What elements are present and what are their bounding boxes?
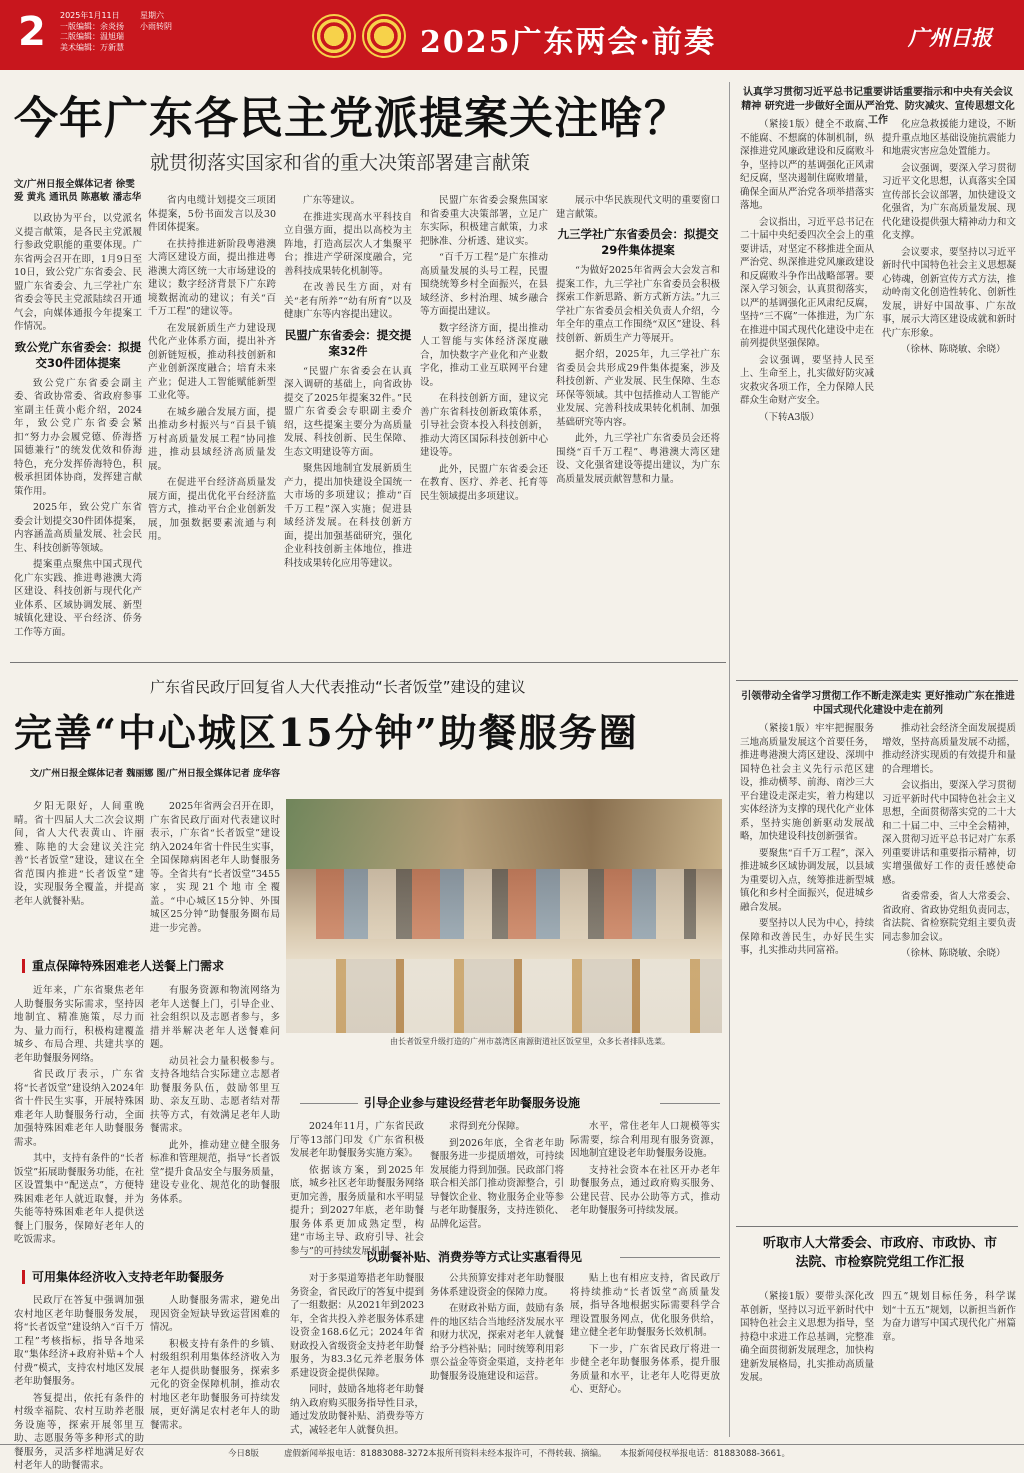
elder-canteen-photo [286,799,722,1033]
paragraph: （紧接1版）牢牢把握服务三地高质量发展这个首要任务，推进粤港澳大湾区建设、深圳中国特色社会主义先行示范区建设，推动横琴、前海、南沙三大平台建设走深走实，着力构建以实体经济为支撑的现代化产业体系，坚持实施创新驱动发展战略，加快建设科技创新强省。 [740,723,874,842]
article1-col5 [556,194,720,652]
section3-heading [22,1267,272,1287]
right-top-col2 [882,118,1016,673]
paragraph: 有服务资源和物流网络为老年人送餐上门，引导企业、社会组织以及志愿者参与，多措并举解决老年人送餐难问题。 [150,985,280,1050]
issue-meta [60,11,124,53]
section4-col1 [290,1272,424,1440]
article2-intro-col2 [150,800,280,960]
paragraph: 省委常委，省人大常委会、省政府、省政协党组负责同志，省法院、省检察院党组主要负责同志参加会议。 [882,891,1016,943]
footer-pages: 今日8版 [228,1449,259,1459]
paragraph: 2024年11月，广东省民政厅等13部门印发《广东省积极发展老年助餐服务实施方案》。 [290,1121,424,1159]
paragraph: 在促进平台经济高质量发展方面，提出优化平台经济监管方式，推动平台企业创新发展，加强数据要素流通与利用。 [148,477,276,542]
section-title: 2025广东两会·前奏 [420,25,716,60]
paragraph: 会议指出，习近平总书记在二十届中央纪委四次全会上的重要讲话，对坚定不移推进全面从严治党、纵深推进党风廉政建设和反腐败斗争作出战略部署。要深入学习领会，认真贯彻落实，以严的基调强化正风肃纪反腐，坚持“三不腐”一体推进，为广东在推进中国式现代化建设中走在前列提供坚强保障。 [740,216,874,349]
section1-col1 [14,984,144,1264]
footer-infringement-line: 本报新闻侵权举报电话：81883088-3661。 [620,1449,790,1459]
cppcc-emblem-icon [362,14,406,58]
paragraph: 以政协为平台，以党派名义提言献策，是各民主党派履行参政党职能的重要体现。广东省两会召开在即，1月9日至10日，致公党广东省委会、民盟广东省委会、九三学社广东省委会等民主党派陆续召开通气会，向媒体通报今年提案工作情况。 [14,213,142,332]
paragraph: （紧接1版）要带头深化改革创新，坚持以习近平新时代中国特色社会主义思想为指导，坚持稳中求进工作总基调，完整准确全面贯彻新发展理念，加快构建新发展格局，扎实推动高质量发展。 [740,1291,874,1383]
footer-copyright: 本报所刊资料未经本报许可，不得转载、摘编。 [428,1449,607,1459]
right-top-kicker: 认真学习贯彻习近平总书记重要讲话重要指示和中央有关会议精神 研究进一步做好全面从严治党、防灾减灾、宣传思想文化工作 [741,87,1015,126]
paragraph: 要坚持以人民为中心，持续保障和改善民生，办好民生实事，扎实推动共同富裕。 [740,918,874,956]
article2-intro-col1 [14,800,144,948]
paper-logo: 广州日报 [908,25,992,50]
editor-line-3: 美术编辑：万新慧 [60,42,124,52]
page-footer [0,1444,1024,1463]
section2-col1 [290,1120,424,1257]
paragraph: （徐林、陈晓敏、余晓） [901,948,1006,959]
divider [736,680,1018,681]
paragraph: 其中，支持有条件的“长者饭堂”拓展助餐服务功能，在社区设置集中“配送点”，方便特殊困难老年人就近取餐，并为失能等特殊困难老年人提供送餐上门服务，保障好老年人的吃饭需求。 [14,1153,144,1245]
section3-col2 [150,1294,280,1440]
article2-headline: 完善“中心城区15分钟”助餐服务圈 [14,710,639,755]
paragraph: 民盟广东省委会聚焦国家和省委重大决策部署，立足广东实际，积极建言献策，力求把脉准、分析透、建议实。 [420,195,548,247]
issue-date: 2025年1月11日 [60,11,120,20]
paragraph: 致公党广东省委会副主委、省政协常委、省政府参事室副主任黄小彪介绍，2024年，致公党广东省委会紧扣“努力办会履党德、侨海搭国德兼行”的统发优效和侨海特色，充分发挥侨海特色，积极承担团体协商，发挥建言献策作用。 [14,377,142,497]
article1-col1 [14,212,142,652]
paragraph: 人助餐服务需求，避免出现因资金短缺导致运营困难的情况。 [150,1295,280,1333]
paragraph: 在改善民生方面，对有关“老有所养”“幼有所育”以及健康广东等内容提出建议。 [284,282,412,320]
paragraph: 四五”规划目标任务，科学谋划“十五五”规划，以新担当新作为奋力谱写中国式现代化广州篇章。 [882,1291,1016,1343]
paragraph: 化应急救援能力建设，不断提升重点地区基础设施抗震能力和地震灾害应急处置能力。 [882,119,1016,157]
paragraph: 下一步，广东省民政厅将进一步健全老年助餐服务体系，提升服务质量和水平，让老年人吃得更放心、更舒心。 [570,1343,720,1395]
photo-caption: 由长者饭堂升级打造的广州市荔湾区南源街道社区饭堂里，众多长者排队选菜。 [390,1037,670,1046]
paragraph: “民盟广东省委会在认真深入调研的基础上，向省政协提交了2025年提案32件。”民盟广东省委会专职副主委介绍，这些提案主要分为高质量发展、科技创新、民生保障、生态文明建设等方面。 [284,365,412,458]
right-top-col1 [740,118,874,673]
paragraph: 夕阳无限好，人间重晚晴。省十四届人大二次会议期间，省人大代表黄山、许丽雅、陈艳的大会建议关注完善“长者饭堂”建设，建议在全省范围内推进“长者饭堂”建设，实现服务全覆盖，并提高老年人就餐补贴。 [14,801,144,907]
paragraph: （下转A3版） [759,411,820,423]
paragraph: 会议强调，要坚持人民至上、生命至上，扎实做好防灾减灾救灾各项工作，全力保障人民群众生命财产安全。 [740,354,874,406]
section3-title: 可用集体经济收入支持老年助餐服务 [32,1270,225,1284]
paragraph: 在财政补贴方面，鼓励有条件的地区结合当地经济发展水平和财力状况，探索对老年人就餐给予分档补贴；同时统筹利用彩票公益金等资金渠道，支持老年助餐服务设施建设和运营。 [430,1303,564,1382]
paragraph: 会议强调，要深入学习贯彻习近平文化思想，认真落实全国宣传部长会议部署，加快建设文化强省，为广东高质量发展、现代化建设提供强大精神动力和文化支撑。 [882,162,1016,241]
paragraph: 在推进实现高水平科技自立自强方面，提出以高校为主阵地，打造高层次人才集聚平台；推进产学研深度融合，完善科技成果转化机制等。 [284,211,412,277]
paragraph: 求得到充分保障。 [449,1121,526,1132]
article1-headline: 今年广东各民主党派提案关注啥？ [14,93,689,144]
section4-col3 [570,1272,720,1440]
article1-col3 [284,194,412,652]
paragraph: 公共预算安排对老年助餐服务体系建设资金的保障力度。 [430,1273,564,1298]
paragraph: 推动社会经济全面发展提质增效，坚持高质量发展不动摇，推动经济实现质的有效提升和量的合理增长。 [882,723,1016,775]
paragraph: 展示中华民族现代文明的重要窗口建言献策。 [556,195,720,220]
section4-title: 以助餐补贴、消费券等方式让实惠看得见 [366,1250,583,1264]
weather-text: 小雨转阴 [140,21,172,31]
footer-report-line: 虚假新闻举报电话：81883088-3272 [284,1449,429,1459]
paragraph: 广东等建议。 [303,195,361,206]
divider [10,662,726,663]
right-mid-col2 [882,722,1016,959]
right-bottom-col1 [740,1290,874,1438]
paragraph: 此外，推动建立健全服务标准和管理规范，指导“长者饭堂”提升食品安全与服务质量，建设专业化、规范化的助餐服务体系。 [150,1139,280,1205]
editor-line-2: 二版编辑：温旭瑞 [60,32,124,41]
paragraph: 动员社会力量积极参与。支持各地结合实际建立志愿者助餐服务队伍，鼓励邻里互助、亲友互助、志愿者结对帮扶等方式，有效满足老年人助餐需求。 [150,1055,280,1134]
article2-byline: 文/广州日报全媒体记者 魏丽娜 图/广州日报全媒体记者 庞华容 [30,769,280,779]
paragraph: 数字经济方面，提出推动人工智能与实体经济深度融合，加快数字产业化和产业数字化，推动工业互联网平台建设。 [420,322,548,388]
paragraph: 此外，九三学社广东省委员会还将围绕“百千万工程”、粤港澳大湾区建设、文化强省建设等提出建议，为广东高质量发展贡献智慧和力量。 [556,433,720,485]
article1-col2 [148,194,276,652]
paragraph: 在扶持推进新阶段粤港澳大湾区建设方面，提出推进粤港澳大湾区统一大市场建设的建议；数字经济背景下广东跨境数据流动的建议；有关“百千万工程”的建议等。 [148,238,276,317]
paragraph: “为做好2025年省两会大会发言和提案工作，九三学社广东省委员会积极探索工作新思路、新方式新方法。”九三学社广东省委员会相关负责人介绍，今年全年的重点工作围绕“双区”建设、科技创新、新质生产力等展开。 [556,265,720,344]
paragraph: 在发展新质生产力建设现代化产业体系方面，提出补齐创新链短板，推动科技创新和产业创新深度融合；培育未来产业；促进人工智能赋能新型工业化等。 [148,322,276,401]
paragraph: 聚焦因地制宜发展新质生产力，提出加快建设全国统一大市场的多项建议；推动“百千万工程”深入实施；促进县域经济发展。在科技创新方面，提出加强基础研究，强化企业科技创新主体地位，推进科技成果转化应用等建议。 [284,463,412,569]
divider [736,1226,1018,1227]
paragraph: “百千万工程”是广东推动高质量发展的头号工程，民盟围绕统筹乡村全面振兴，在县域经济、乡村治理、城乡融合等方面提出建议。 [420,252,548,317]
paragraph: 水平，常住老年人口规模等实际需要，综合利用现有服务资源，因地制宜建设老年助餐服务设施。 [570,1121,720,1159]
paragraph: 会议指出，要深入学习贯彻习近平新时代中国特色社会主义思想，全面贯彻落实党的二十大和二十届二中、三中全会精神，深入贯彻习近平总书记对广东系列重要讲话和重要指示精神，切实增强做好工作的责任感使命感。 [882,780,1016,886]
paragraph: 答复提出，依托有条件的村级幸福院、农村互助养老服务设施等，探索开展邻里互助、志愿服务等多种形式的助餐服务，灵活多样地满足好农村老年人的助餐需求。 [14,1392,144,1471]
paragraph: 2025年省两会召开在即，广东省民政厅面对代表建议时表示，广东省“长者饭堂”建设纳入2024年省十件民生实事，全国保障病困老年人助餐服务等。全省共有“长者饭堂”3455家，实现21个地市全覆盖。“中心城区15分钟、外围城区25分钟”助餐服务圈布局进一步完善。 [150,801,280,934]
section4-col2 [430,1272,564,1440]
paragraph: 据介绍，2025年，九三学社广东省委员会共形成29件集体提案，涉及科技创新、产业发展、民生保障、生态环保等领域。其中包括推动人工智能产业发展、完善科技成果转化机制、加强基础研究等内容。 [556,349,720,428]
paragraph: 省内电缆计划提交三项团体提案，5份书面发言以及30件团体提案。 [148,195,276,233]
subhead-minmeng: 民盟广东省委会：提交提案32件 [284,327,412,358]
masthead-bar [0,0,1024,70]
section3-col1 [14,1294,144,1471]
paragraph: （徐林、陈晓敏、余晓） [901,344,1006,355]
paragraph: 同时，鼓励各地将老年助餐纳入政府购买服务指导性目录，通过发放助餐补贴、消费券等方式，减轻老年人就餐负担。 [290,1384,424,1436]
section2-col2 [430,1120,564,1244]
paragraph: 对于多渠道筹措老年助餐服务资金，省民政厅的答复中提到了一组数据：从2021年到2023年，全省共投入养老服务体系建设资金168.6亿元；2024年省财政投入省级资金支持老年助餐服务，为83.3亿元养老服务体系建设资金提供保障。 [290,1273,424,1379]
section1-title: 重点保障特殊困难老人送餐上门需求 [32,959,225,973]
paragraph: 积极支持有条件的乡镇、村级组织利用集体经济收入为老年人提供助餐服务，探索多元化的资金保障机制，推动农村地区老年助餐服务可持续发展，更好满足农村老年人的助餐需求。 [150,1338,280,1431]
npc-emblem-icon [312,14,356,58]
issue-weather [140,11,172,32]
paragraph: 提案重点聚焦中国式现代化广东实践、推进粤港澳大湾区建设、科技创新与现代化产业体系、区域协调发展、新型城镇化建设、平台经济、侨务工作等方面。 [14,559,142,638]
paragraph: （紧接1版）健全不敢腐、不能腐、不想腐的体制机制，纵深推进党风廉政建设和反腐败斗争，坚持以严的基调强化正风肃纪反腐，坚决遏制住腐败增量，确保全面从严治党各项举措落实落地。 [740,119,874,211]
article1-byline: 文/广州日报全媒体记者 徐雯爱 黄兆 通讯员 陈惠敏 潘志华 [14,179,142,203]
article1-deck: 就贯彻落实国家和省的重大决策部署建言献策 [150,152,531,174]
paragraph: 在城乡融合发展方面，提出推动乡村振兴与“百县千镇万村高质量发展工程”协同推进，推动县域经济高质量发展。 [148,406,276,472]
paragraph: 民政厅在答复中强调加强农村地区老年助餐服务发展，将“长者饭堂”建设纳入“百千万工程”考核指标，指导各地采取“集体经济+政府补贴+个人付费”模式，支持农村地区发展老年助餐服务。 [14,1295,144,1387]
section2-col3 [570,1120,720,1244]
paragraph: 会议要求，要坚持以习近平新时代中国特色社会主义思想凝心铸魂，创新宣传方式方法，推动岭南文化创造性转化、创新性发展，讲好中国故事、广东故事，展示大湾区建设成就和新时代广东形象。 [882,246,1016,339]
paragraph: 省民政厅表示，广东省将“长者饭堂”建设纳入2024年省十件民生实事，开展特殊困难老年人助餐服务行动，全面加强特殊困难老年人助餐服务需求。 [14,1069,144,1148]
paragraph: 到2026年底，全省老年助餐服务进一步提质增效，可持续发展能力得到加强。民政部门将联合相关部门推动资源整合，引导餐饮企业、物业服务企业等参与老年助餐服务，支持连锁化、品牌化运营。 [430,1137,564,1230]
paragraph: 支持社会资本在社区开办老年助餐服务点，通过政府购买服务、公建民营、民办公助等方式，推动老年助餐服务可持续发展。 [570,1164,720,1216]
section1-col2 [150,984,280,1264]
paragraph: 在科技创新方面，建议完善广东省科技创新政策体系，引导社会资本投入科技创新，推动大湾区国际科技创新中心建设等。 [420,393,548,458]
heading-marker [22,959,25,973]
column-divider [729,82,730,1437]
subhead-jiusan: 九三学社广东省委员会：拟提交29件集体提案 [557,227,719,257]
right-bottom-col2 [882,1290,1016,1438]
paragraph: 依据该方案，到2025年底，城乡社区老年助餐服务网络更加完善，服务质量和水平明显提升；到2027年底，老年助餐服务体系更加成熟定型，构建“市场主导、政府引导、社会参与”的可持续发展机制。 [290,1164,424,1257]
right-bottom-title: 听取市人大常委会、市政府、市政协、市法院、市检察院党组工作汇报 [762,1236,997,1270]
page-number: 2 [18,9,46,55]
paragraph: 此外，民盟广东省委会还在教育、医疗、养老、托育等民生领域提出多项建议。 [420,463,548,502]
section1-heading [22,956,272,976]
section2-title: 引导企业参与建设经营老年助餐服务设施 [364,1096,581,1110]
article1-col4 [420,194,548,652]
right-mid-col1 [740,722,874,956]
paragraph: 近年来，广东省聚焦老年人助餐服务实际需求，坚持因地制宜、精准施策，尽力而为、量力而行，积极构建覆盖城乡、布局合理、共建共享的老年助餐服务网络。 [14,985,144,1064]
paragraph: 2025年，致公党广东省委会计划提交30件团体提案，内容涵盖高质量发展、社会民生、科技创新等领域。 [14,502,142,554]
subhead-zhigong: 致公党广东省委会：拟提交30件团体提案 [14,339,142,370]
paragraph: 要聚焦“百千万工程”，深入推进城乡区域协调发展，以县域为重要切入点，统筹推进新型城镇化和乡村全面振兴，促进城乡融合发展。 [740,847,874,913]
editor-line-1: 一版编辑：余炎扬 [60,21,124,31]
issue-weekday: 星期六 [140,11,164,20]
heading-marker [22,1270,25,1284]
paragraph: 贴上也有相应支持，省民政厅将持续推动“长者饭堂”高质量发展，指导各地根据实际需要科学合理设置服务网点，优化服务供给，建立健全老年助餐服务长效机制。 [570,1273,720,1338]
article2-kicker: 广东省民政厅回复省人大代表推动“长者饭堂”建设的建议 [150,678,526,696]
right-mid-kicker: 引领带动全省学习贯彻工作不断走深走实 更好推动广东在推进中国式现代化建设中走在前列 [741,691,1015,716]
